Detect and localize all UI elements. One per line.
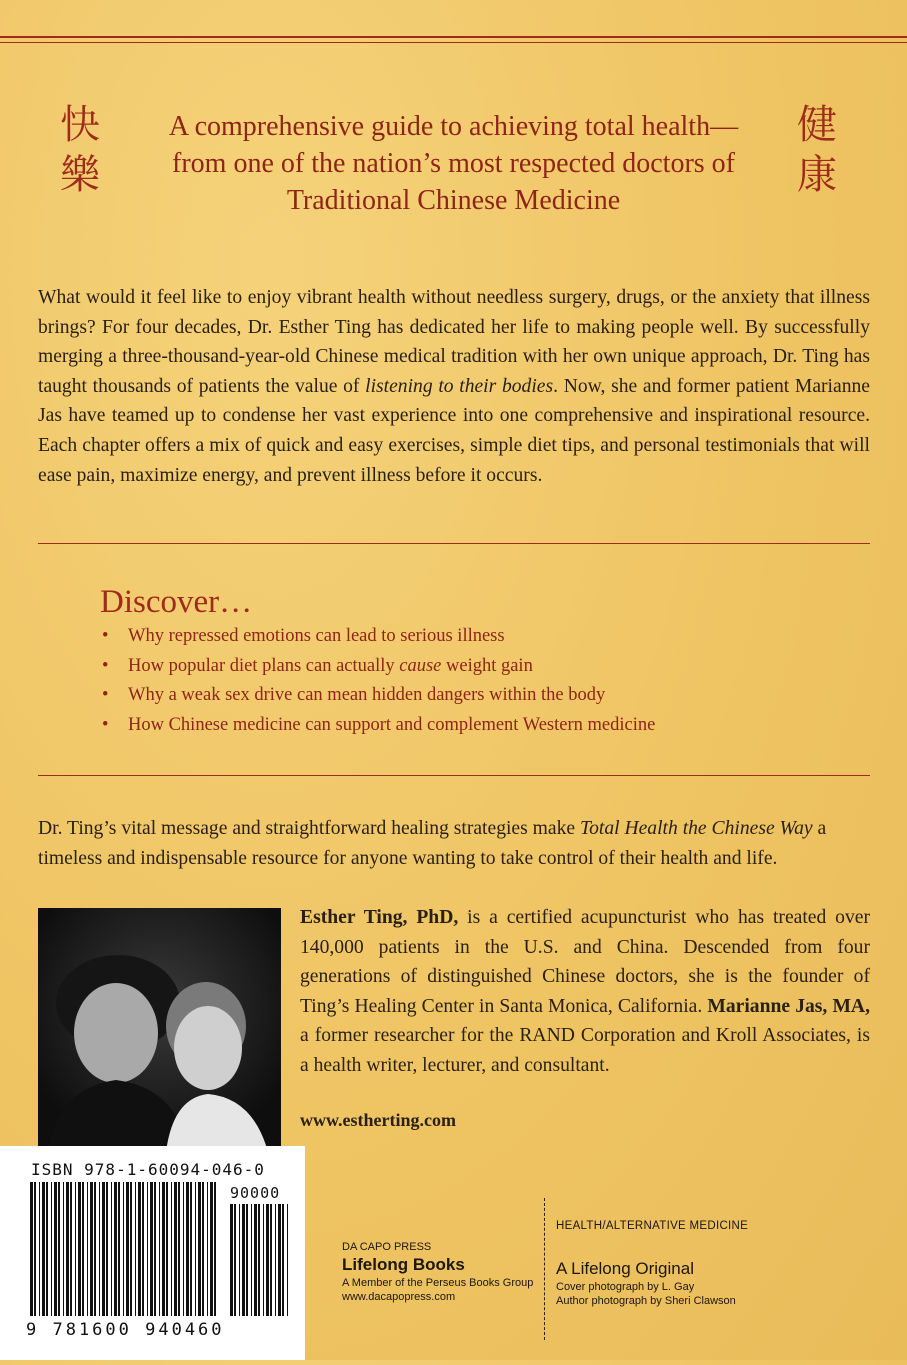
chinese-char: 樂 — [60, 152, 100, 198]
publisher-brand: Lifelong Books — [342, 1255, 465, 1274]
bullet: • — [102, 714, 109, 735]
top-rule — [0, 36, 907, 38]
barcode-bar — [39, 1182, 40, 1316]
list-item-text: weight gain — [441, 655, 533, 676]
barcode-bar — [123, 1182, 124, 1316]
barcode-bar — [138, 1182, 141, 1316]
barcode-bar — [275, 1204, 276, 1316]
barcode-bar — [234, 1204, 236, 1316]
barcode-bar — [278, 1204, 281, 1316]
list-item-text: Why a weak sex drive can mean hidden dangers within the body — [128, 685, 606, 705]
barcode-bar — [242, 1204, 245, 1316]
headline-line: from one of the nation’s most respected doctors of — [172, 148, 735, 179]
category-label: HEALTH/ALTERNATIVE MEDICINE — [556, 1220, 749, 1232]
barcode-bar — [118, 1182, 120, 1316]
barcode-bar — [150, 1182, 153, 1316]
barcode-bar — [239, 1204, 240, 1316]
barcode-bar — [126, 1182, 129, 1316]
barcode-bar — [202, 1182, 204, 1316]
chinese-char: 康 — [797, 152, 837, 198]
barcode-bar — [263, 1204, 264, 1316]
list-item — [100, 652, 655, 682]
intro-italic: listening to their bodies — [365, 375, 554, 397]
chinese-char: 健 — [797, 102, 837, 148]
closing-paragraph — [38, 814, 870, 873]
headline-line: A comprehensive guide to achieving total health— — [168, 111, 739, 142]
barcode-bar — [82, 1182, 84, 1316]
list-item-text: How popular diet plans can actually — [128, 655, 400, 676]
barcode-bar — [58, 1182, 60, 1316]
list-item-text: How Chinese medicine can support and complement Western medicine — [128, 714, 656, 735]
list-item — [100, 711, 655, 741]
bio-text-cont: a former researcher for the RAND Corporation and Kroll Associates, is a health writer, lecturer, and consultant. — [300, 1025, 870, 1076]
top-rule-thin — [0, 42, 907, 43]
barcode-bar — [147, 1182, 148, 1316]
barcode-bar — [254, 1204, 257, 1316]
barcode-bar — [270, 1204, 272, 1316]
barcode-bar — [135, 1182, 136, 1316]
book-title-italic: Total Health the Chinese Way — [579, 818, 813, 839]
barcode-bar — [90, 1182, 93, 1316]
chinese-characters-health — [792, 100, 842, 200]
bullet: • — [102, 626, 109, 646]
barcode-bar — [34, 1182, 36, 1316]
publisher-member: A Member of the Perseus Books Group — [342, 1277, 534, 1289]
barcode-bar — [70, 1182, 72, 1316]
coauthor-name: Marianne Jas, MA, — [707, 995, 870, 1017]
barcode-bar — [51, 1182, 52, 1316]
headline-line: Traditional Chinese Medicine — [286, 185, 621, 216]
barcode-bar — [230, 1204, 233, 1316]
chinese-char: 快 — [60, 102, 100, 148]
barcode-bar — [30, 1182, 33, 1316]
dashed-separator — [544, 1198, 545, 1340]
barcode-bar — [251, 1204, 252, 1316]
list-item-italic: cause — [399, 655, 442, 676]
barcode-bar — [266, 1204, 269, 1316]
discover-heading: Discover… — [100, 584, 253, 620]
barcode-bar — [99, 1182, 100, 1316]
barcode-bar — [183, 1182, 184, 1316]
barcode-bar — [106, 1182, 108, 1316]
barcode-bar — [282, 1204, 284, 1316]
list-item — [100, 681, 655, 711]
isbn-label: ISBN 978-1-60094-046-0 — [31, 1160, 265, 1179]
barcode-bar — [114, 1182, 117, 1316]
barcode-bar — [190, 1182, 192, 1316]
barcode-bar — [214, 1182, 216, 1316]
publisher-block — [342, 1240, 533, 1304]
barcode-bar — [186, 1182, 189, 1316]
barcode-bar — [207, 1182, 208, 1316]
author-name: Esther Ting, PhD, — [300, 907, 459, 928]
barcode-bar — [102, 1182, 105, 1316]
author-photo — [38, 908, 281, 1152]
barcode-bar — [174, 1182, 177, 1316]
barcode-bar — [162, 1182, 165, 1316]
barcode-bar — [195, 1182, 196, 1316]
barcode-bar — [258, 1204, 260, 1316]
publisher-imprint: DA CAPO PRESS — [342, 1241, 432, 1253]
list-item — [100, 622, 655, 652]
barcode-bar — [66, 1182, 69, 1316]
barcode-bar — [178, 1182, 180, 1316]
price-code: 90000 — [230, 1184, 281, 1202]
author-photo-credit: Author photograph by Sheri Clawson — [556, 1295, 736, 1307]
credits-block — [556, 1258, 736, 1308]
bullet: • — [102, 655, 109, 676]
ean-number: 9 781600 940460 — [26, 1320, 225, 1340]
bullet: • — [102, 685, 109, 705]
barcode-bar — [287, 1204, 288, 1316]
barcode-bar — [130, 1182, 132, 1316]
closing-text-cont: a timeless and indispensable resource for anyone wanting to take control of their health and life. — [38, 818, 827, 869]
author-bio — [300, 903, 870, 1081]
intro-text-cont: . Now, she and former patient Marianne Jas have teamed up to condense her vast experience into one comprehensive and inspirational resource. Each chapter offers a mix of quick and easy exercises, simple diet tips, and personal testimonials that will ease pain, maximize energy, and prevent illness before it occurs. — [38, 375, 870, 486]
barcode-bar — [75, 1182, 76, 1316]
chinese-characters-happiness — [55, 100, 105, 200]
section-divider — [38, 775, 870, 776]
barcode-bar — [94, 1182, 96, 1316]
website-link[interactable]: www.estherting.com — [300, 1110, 456, 1130]
barcode-bar — [46, 1182, 48, 1316]
barcode-bar — [159, 1182, 160, 1316]
barcode-bar — [78, 1182, 81, 1316]
intro-text: What would it feel like to enjoy vibrant health without needless surgery, drugs, or the anxiety that illness brings? For four decades, Dr. Esther Ting has dedicated her life to making people well. By successfully merging a three-thousand-year-old Chinese medical tradition with her own unique approach, Dr. Ting has taught thousands of patients the value of — [38, 287, 870, 397]
barcode-bar — [111, 1182, 112, 1316]
list-item-text: Why repressed emotions can lead to serious illness — [128, 626, 505, 646]
barcode-bar — [42, 1182, 45, 1316]
series-title: A Lifelong Original — [556, 1259, 694, 1278]
barcode-bar — [154, 1182, 156, 1316]
discover-list — [100, 622, 655, 740]
barcode-bar — [198, 1182, 201, 1316]
closing-text: Dr. Ting’s vital message and straightforward healing strategies make — [38, 818, 580, 839]
intro-paragraph — [38, 283, 870, 490]
publisher-url: www.dacapopress.com — [342, 1291, 456, 1303]
section-divider — [38, 543, 870, 544]
barcode-bar — [63, 1182, 64, 1316]
barcode-bar — [142, 1182, 144, 1316]
barcode-bar — [54, 1182, 57, 1316]
barcode-bar — [210, 1182, 213, 1316]
barcode-bar — [87, 1182, 88, 1316]
bio-text: is a certified acupuncturist who has treated over 140,000 patients in the U.S. and China. Descended from four generations of distinguished Chinese doctors, she is the founder of Ting’s Healing Center in Santa Monica, California. — [300, 907, 870, 1017]
barcode-bar — [246, 1204, 248, 1316]
headline — [140, 108, 767, 219]
barcode-bar — [171, 1182, 172, 1316]
barcode-bar — [166, 1182, 168, 1316]
cover-credit: Cover photograph by L. Gay — [556, 1281, 695, 1293]
